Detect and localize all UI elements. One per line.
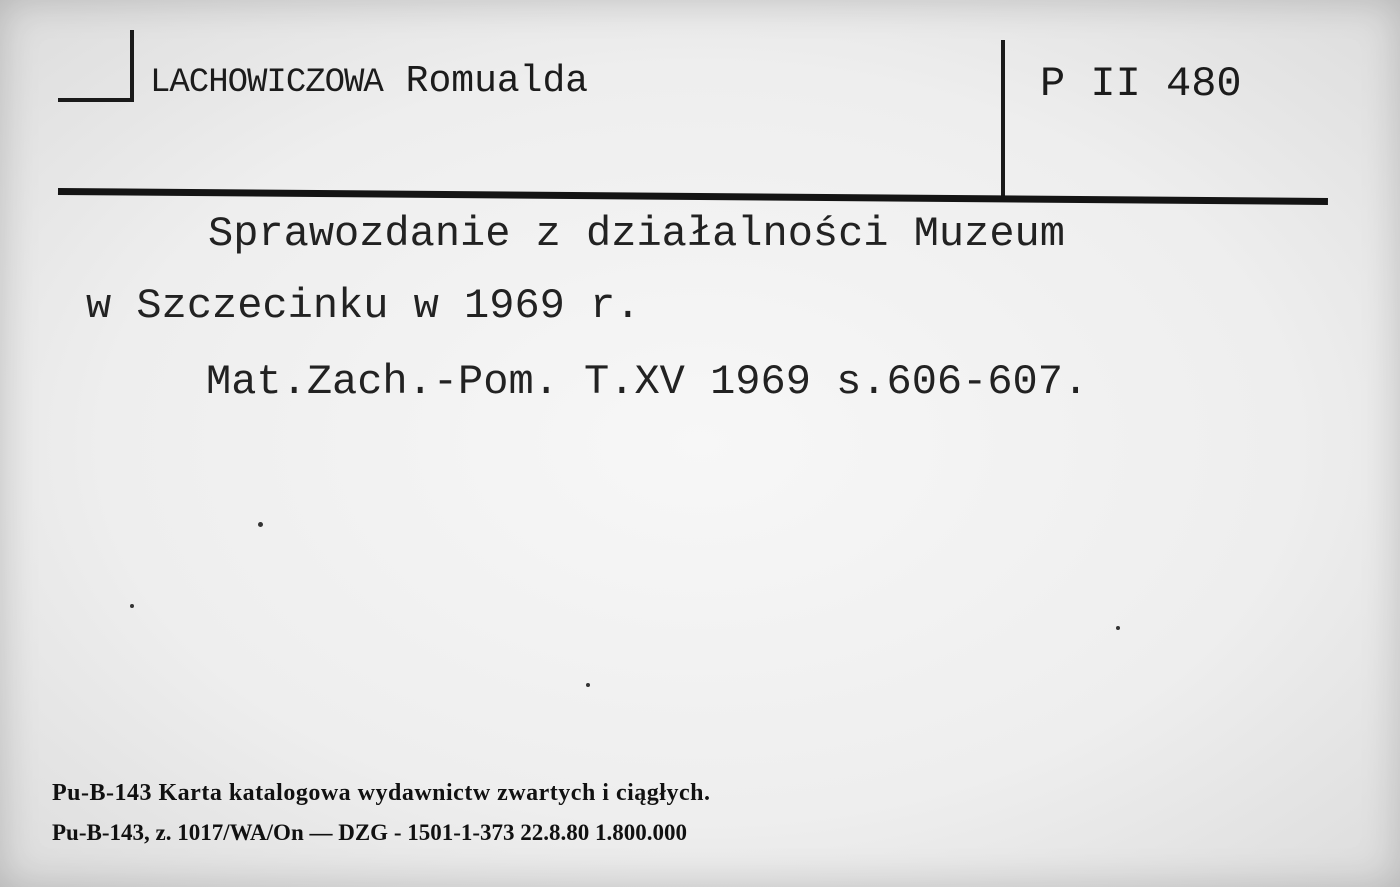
form-caption: Pu-B-143 Karta katalogowa wydawnictw zwartych i ciągłych. [52,780,711,806]
author-heading [150,60,588,103]
source-citation: Mat.Zach.-Pom. T.XV 1969 s.606-607. [206,358,1089,406]
dust-speck [1116,626,1120,630]
dust-speck [586,683,590,687]
author-surname: LACHOWICZOWA [150,64,383,102]
heading-rule [58,188,1328,205]
title-line-2: w Szczecinku w 1969 r. [86,282,641,330]
print-imprint: Pu-B-143, z. 1017/WA/On — DZG - 1501-1-373 22.8.80 1.800.000 [52,820,688,845]
index-tick-horizontal [58,98,134,102]
title-line-1: Sprawozdanie z działalności Muzeum [208,210,1065,258]
dust-speck [258,522,263,527]
author-given-name: Romualda [405,60,589,103]
index-tick-vertical [130,30,134,102]
shelfmark-divider [1001,40,1005,196]
shelfmark: P II 480 [1040,60,1242,108]
dust-speck [130,604,134,608]
